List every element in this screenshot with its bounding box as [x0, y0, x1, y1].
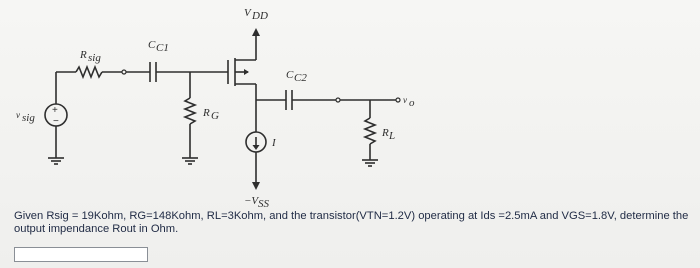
rl-sub: L [389, 130, 396, 142]
answer-input[interactable] [14, 247, 148, 262]
rsig-sub: sig [88, 52, 101, 64]
output-network [244, 69, 415, 210]
rsig-resistor [56, 49, 126, 77]
rl-label: R [382, 127, 389, 139]
cc1-capacitor [126, 39, 228, 82]
svg-text:+: + [52, 105, 58, 116]
rg-resistor [182, 72, 219, 164]
vo-label: v [403, 95, 407, 105]
cc1-sub: C1 [156, 42, 169, 54]
vss-sub: SS [258, 198, 269, 210]
question-text: Given Rsig = 19Kohm, RG=148Kohm, RL=3Kohm, and the transistor(VTN=1.2V) operating at Ids =2.5mA and VGS=1.8V, determine the output impendance Rout in Ohm. [14, 210, 689, 235]
vsig-sub: sig [22, 112, 35, 124]
svg-text:−: − [53, 116, 59, 127]
vdd-label: V [244, 7, 251, 19]
current-label: I [272, 137, 276, 149]
cc2-label: C [286, 69, 294, 81]
rsig-label: R [80, 49, 87, 61]
rg-label: R [203, 107, 210, 119]
vsig-source [16, 72, 67, 164]
vdd-sub: DD [252, 10, 268, 22]
rg-sub: G [211, 110, 219, 122]
cc1-label: C [148, 39, 156, 51]
mosfet [228, 7, 268, 100]
cc2-sub: C2 [294, 72, 307, 84]
vss-label: −V [244, 195, 259, 207]
vo-sub: o [409, 97, 415, 109]
vsig-label: v [16, 110, 20, 120]
